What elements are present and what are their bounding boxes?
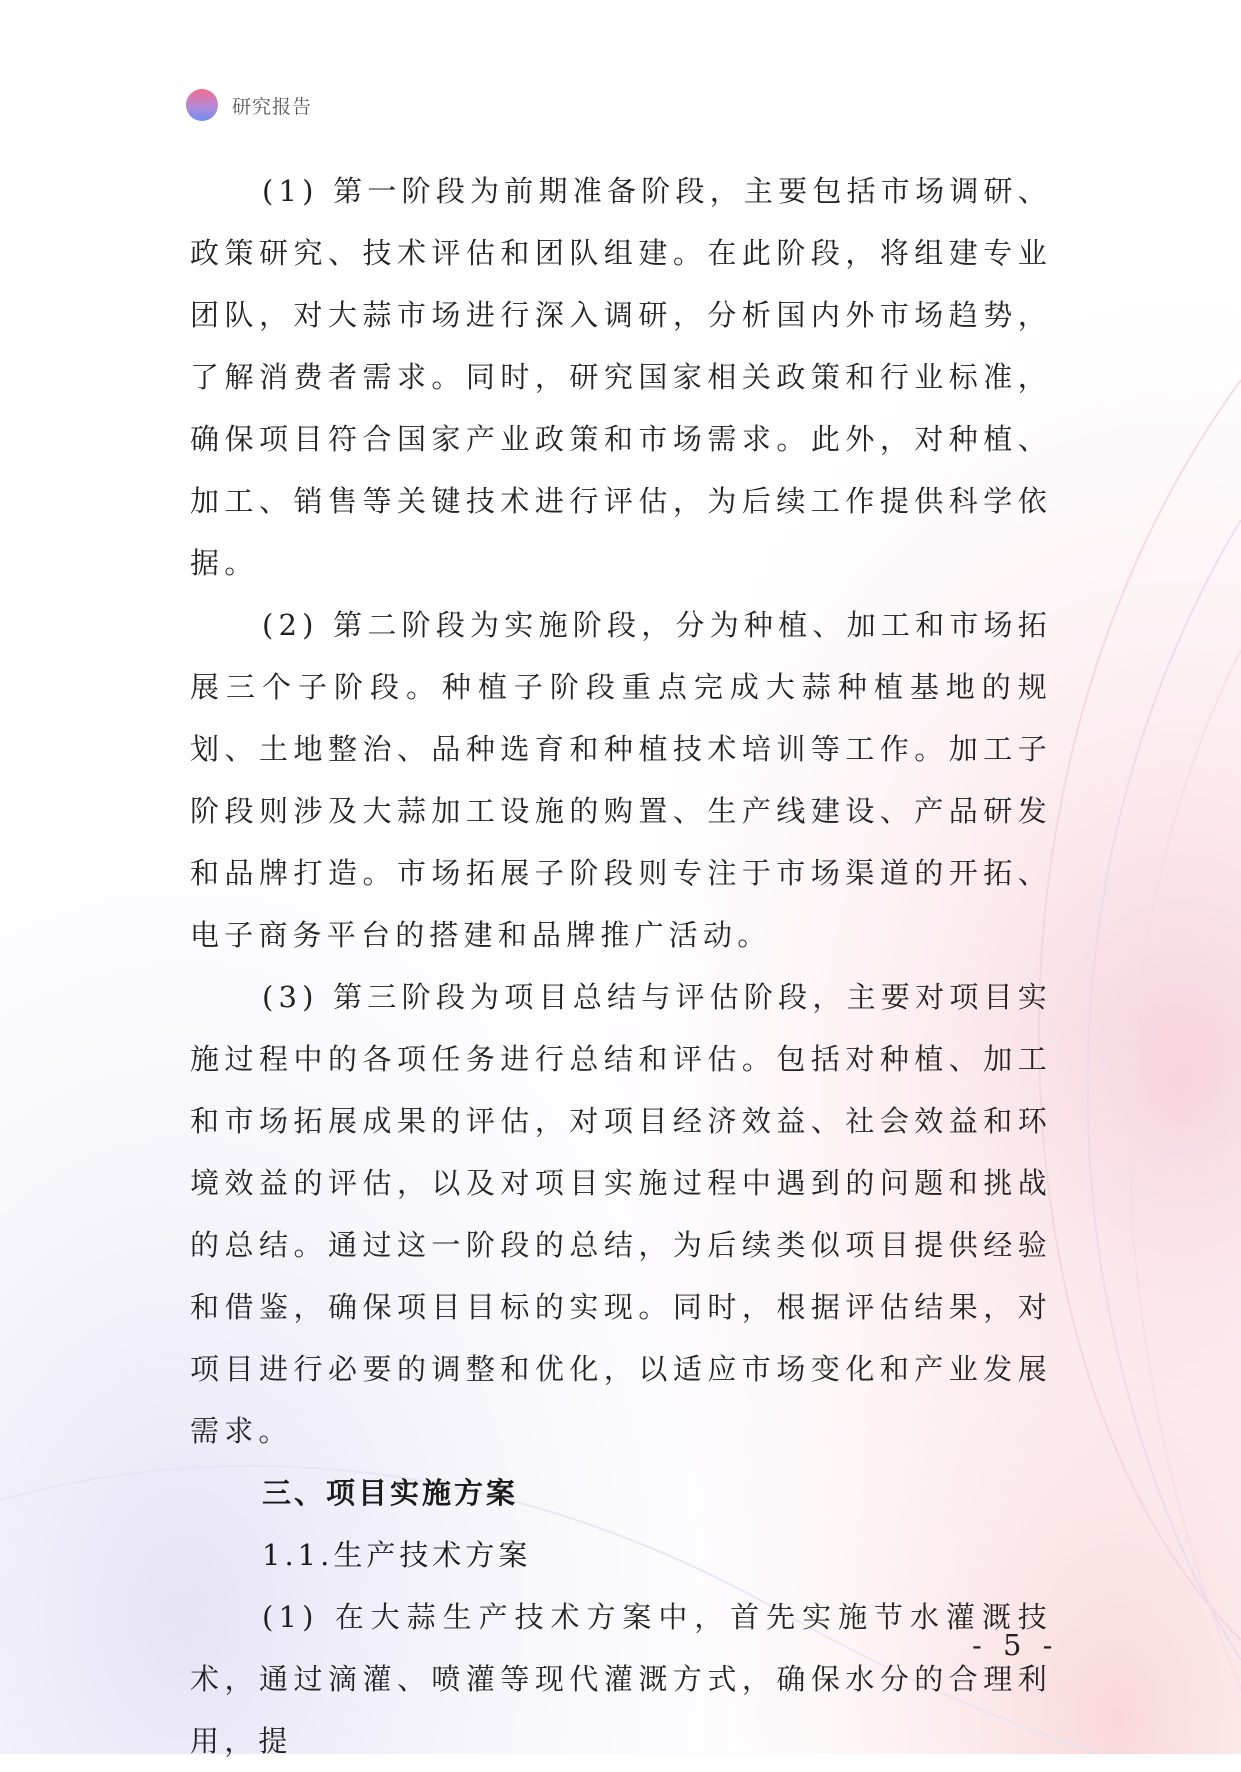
paragraph-phase-three: (3) 第三阶段为项目总结与评估阶段，主要对项目实施过程中的各项任务进行总结和评估。包括对种植、加工和市场拓展成果的评估，对项目经济效益、社会效益和环境效益的评估，以及对项目实施过程中遇到的问题和挑战的总结。通过这一阶段的总结，为后续类似项目提供经验和借鉴，确保项目目标的实现。同时，根据评估结果，对项目进行必要的调整和优化，以适应市场变化和产业发展需求。 bbox=[190, 980, 1052, 1448]
paragraph-production-tech: (1) 在大蒜生产技术方案中，首先实施节水灌溉技术，通过滴灌、喷灌等现代灌溉方式，确保水分的合理利用，提 bbox=[190, 1600, 1052, 1758]
paragraph-phase-one: (1) 第一阶段为前期准备阶段，主要包括市场调研、政策研究、技术评估和团队组建。在此阶段，将组建专业团队，对大蒜市场进行深入调研，分析国内外市场趋势，了解消费者需求。同时，研究国家相关政策和行业标准，确保项目符合国家产业政策和市场需求。此外，对种植、加工、销售等关键技术进行评估，为后续工作提供科学依据。 bbox=[190, 174, 1052, 580]
page-number: - 5 - bbox=[972, 1628, 1059, 1662]
report-logo-icon bbox=[186, 89, 218, 121]
document-body bbox=[190, 160, 1052, 1772]
subsection-heading: 1.1.生产技术方案 bbox=[262, 1538, 532, 1572]
section-heading: 三、项目实施方案 bbox=[262, 1476, 519, 1510]
header-label: 研究报告 bbox=[232, 95, 313, 118]
paragraph-phase-two: (2) 第二阶段为实施阶段，分为种植、加工和市场拓展三个子阶段。种植子阶段重点完成大蒜种植基地的规划、土地整治、品种选育和种植技术培训等工作。加工子阶段则涉及大蒜加工设施的购置、生产线建设、产品研发和品牌打造。市场拓展子阶段则专注于市场渠道的开拓、电子商务平台的搭建和品牌推广活动。 bbox=[190, 608, 1052, 952]
page-header bbox=[186, 88, 312, 122]
